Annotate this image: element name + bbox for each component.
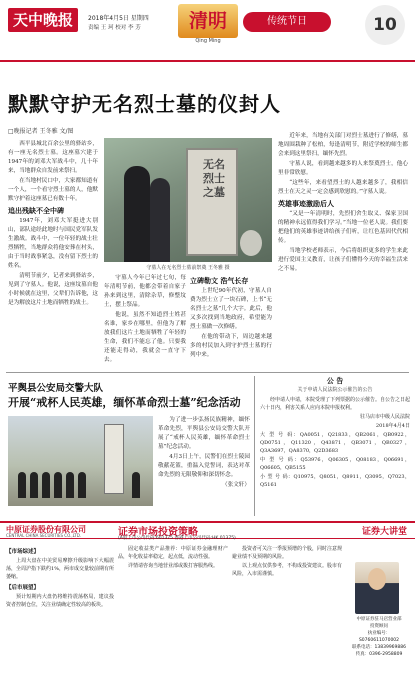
- editors-line: 责编 王 珂 校对 李 芳: [88, 25, 141, 31]
- flower-wreath: [240, 230, 262, 256]
- dateline: 2018年4月5日 星期四: [88, 15, 149, 22]
- divider: [6, 372, 409, 373]
- market-column-3: [232, 545, 342, 671]
- notice-date: 2018年4月4日: [375, 423, 410, 429]
- subheading: 立碑勒文 浩气长存: [190, 277, 249, 285]
- company-english: CENTRAL CHINA SECURITIES CO.,LTD.: [6, 533, 82, 538]
- page-number: 10: [365, 5, 405, 45]
- story2-kicker: 平舆县公安局交警大队: [8, 383, 104, 394]
- subheading: 【后市展望】: [6, 585, 40, 591]
- divider: [254, 376, 255, 516]
- expert-title: 证券大讲堂: [361, 527, 407, 537]
- paragraph: 西平县城北百余公里的驿站乡，有一座无名烈士墓。这座墓穴建于1947年的刘邓大军战斗中，几十年来，当地群众自发前来祭扫。: [8, 141, 98, 174]
- paragraph: 上世纪90年代初，守墓人自费为烈士立了一块石碑，上书“无名烈士之墓”几个大字。此后，他又多次找到当地政府，希望能为烈士墓做一次修缮。: [190, 288, 272, 330]
- byline: □晚报记者 王冬雅 文/图: [8, 128, 74, 135]
- face: [368, 568, 386, 590]
- person-figure: [30, 472, 38, 498]
- tombstone-inscription: 无名烈士之墓: [203, 158, 225, 199]
- paragraph: 在他的带动下，周边越来越多的村民加入到守护烈士墓的行列中来。: [190, 334, 272, 358]
- expert-portrait: [355, 562, 399, 614]
- paragraph: 4月3日上午，民警们在烈士陵园敬献花篮，重温入党誓词，表达对革命先烈的无限敬仰和深切怀念。: [158, 454, 250, 478]
- story-column-2b: [190, 274, 272, 368]
- police-event-photo: [8, 416, 153, 506]
- person-figure: [78, 472, 86, 498]
- subheading: 英雄事迹激励后人: [278, 200, 334, 208]
- expert-cert: 执业编号：S0760611070002: [358, 631, 400, 643]
- story-column-2: [104, 274, 186, 368]
- paragraph: 1947年，刘邓大军挺进大别山，部队途经此地时与国民党军队发生激战。战斗中，一位年轻的战士壮烈牺牲，当地群众将他安葬在村头，由于当时战事紧急，没有留下烈士的姓名。: [8, 218, 98, 269]
- person-figure: [54, 472, 62, 498]
- tomb-photo: [104, 138, 272, 262]
- story2-headline: 开展“戒杯人民英雄，缅怀革命烈士墓”纪念活动: [8, 396, 241, 409]
- expert-info: [348, 616, 410, 658]
- paragraph: 在当地村民口中，大家都知道有一个人，一个看守烈士墓的人，他默默守护着这座墓已有数十年。: [8, 178, 98, 202]
- masthead: [0, 0, 415, 62]
- page-title: 默默守护无名烈士墓的仪封人: [8, 92, 281, 116]
- notice-text: 经申请人申请，本院受理了下列票据的公示催告。自公告之日起六十日内，利害关系人应向本院申报权利。: [260, 397, 410, 411]
- paragraph: 固定收益类产品推荐：中原证券金融理财产品，年化收益率稳定，起点低，流动性强。: [118, 546, 228, 560]
- story2-byline: （张文轩）: [222, 482, 250, 488]
- paragraph: “又是一年清明时，先烈们舍生取义、保家卫国的精神永远值得我们学习。”当地一位老人说。我们要把他们的英雄事迹讲给孩子们听，让红色基因代代相传。: [278, 211, 408, 244]
- paragraph: 以上观点仅供参考，不构成投资建议。股市有风险，入市需谨慎。: [232, 563, 342, 577]
- market-column-1: [6, 545, 114, 671]
- company-logo: 中原证券股份有限公司: [6, 525, 86, 534]
- notice-title: 公 告: [326, 377, 344, 385]
- paragraph: “这些年，来看望烈士的人越来越多了，我相信烈士在天之灵一定会感到欣慰的。”守墓人说。: [278, 180, 408, 195]
- qingming-banner: 清明: [178, 4, 238, 38]
- person-figure: [18, 472, 26, 498]
- notice-line: 大 型 号 码：QA0051，Q21833，QB2061，QB0922，QD0751，Q11320，Q43871，QB3071，QB0327，Q3A3697，QA8370，Q2D3683: [260, 432, 410, 454]
- paragraph: 投资者可关注一季报预增的个股，同时注意规避业绩不及预期的风险。: [232, 546, 342, 560]
- paragraph: 预计短期内大盘仍将维持震荡格局，建议投资者控制仓位，关注业绩确定性较高的板块。: [6, 594, 114, 608]
- newspaper-logo: 天中晚报: [8, 8, 78, 32]
- notice-court: 驻马店市中级人民法院: [359, 414, 410, 420]
- story2-text: [158, 416, 250, 516]
- market-title: 证券市场投资策略: [118, 527, 198, 538]
- story-column-3: [278, 132, 408, 368]
- paragraph: 详情请咨询当地营业部或拨打客服热线。: [128, 563, 219, 569]
- paragraph: 为了进一步弘扬民族精神，缅怀革命先烈，平舆县公安局交警大队开展了“戒杯人民英雄，缅怀革命烈士墓”纪念活动。: [158, 417, 250, 450]
- expert-phone: 联系电话：13839969886: [352, 645, 406, 650]
- market-column-2: [118, 545, 228, 671]
- notice-line: 中 型 号 码：Q53976，Q06305，Q08183，Q06691，Q06605，QB5155: [260, 457, 410, 471]
- person-figure: [150, 178, 170, 262]
- paragraph: 当地学校老师表示，今后将组织更多的学生来此进行爱国主义教育，让孩子们懂得今天的幸福生活来之不易。: [278, 248, 408, 272]
- expert-fax: 传真：0396-2958809: [355, 652, 403, 657]
- market-subtitle: (A股上市公司代码:601375 香港上市公司代码:HK.01375): [118, 536, 236, 541]
- paragraph: 守墓人说，看到越来越多的人来祭奠烈士，他心里非常欣慰。: [278, 161, 408, 176]
- paragraph: 近年来，当地有关部门对烈士墓进行了修缮，墓地周围栽种了松柏，每逢清明节，附近学校的师生都会来到这里祭扫，缅怀先烈。: [278, 133, 408, 157]
- person-figure: [42, 472, 50, 498]
- paragraph: 上周大盘在中美贸易摩擦升级影响下大幅震荡，全周沪指下跌约1%，两市成交量较前期有所萎缩。: [6, 558, 114, 580]
- subheading: 【市场综述】: [6, 549, 40, 555]
- paragraph: 守墓人今年已年过七旬，每年清明节前，他都会带着自家子孙来到这里，清除杂草，修整坟土，摆上祭品。: [104, 275, 186, 308]
- notice-subtitle: 关于申请人民法院公示催告的公告: [297, 387, 373, 393]
- person-figure: [66, 472, 74, 498]
- paragraph: 清明节前夕，记者来到驿站乡，见到了守墓人。他说，这座坟墓自他小时候就在这里，父辈们告诉他，这是为解放这片土地而牺牲的战士。: [8, 273, 98, 306]
- subheading: 追出残缺不全中碑: [8, 207, 64, 215]
- notice-line: 小 型 号 码：Q10975，Q8051，Q8911，Q3095，Q7023，Q5161: [260, 474, 410, 488]
- photo-caption: 守墓人在无名烈士墓前祭奠 王冬雅 摄: [146, 265, 230, 271]
- monument: [104, 424, 124, 494]
- tombstone: [186, 148, 238, 256]
- paragraph: 他说，虽然不知道烈士姓甚名谁，家乡在哪里，但他为了解放我们这片土地而牺牲了年轻的生命，我们不能忘了他。只要我还能走得动，我就会一直守下去。: [104, 312, 186, 363]
- expert-role: 投资顾问: [370, 624, 388, 629]
- expert-name: 中原证券驻马店营业部: [356, 617, 402, 622]
- qingming-subtitle: Qing Ming: [195, 38, 221, 44]
- story-column-1: [8, 140, 98, 368]
- person-figure: [132, 472, 140, 498]
- notice-body: [260, 396, 410, 516]
- person-figure: [124, 166, 150, 262]
- section-tag: 传统节日: [243, 12, 331, 32]
